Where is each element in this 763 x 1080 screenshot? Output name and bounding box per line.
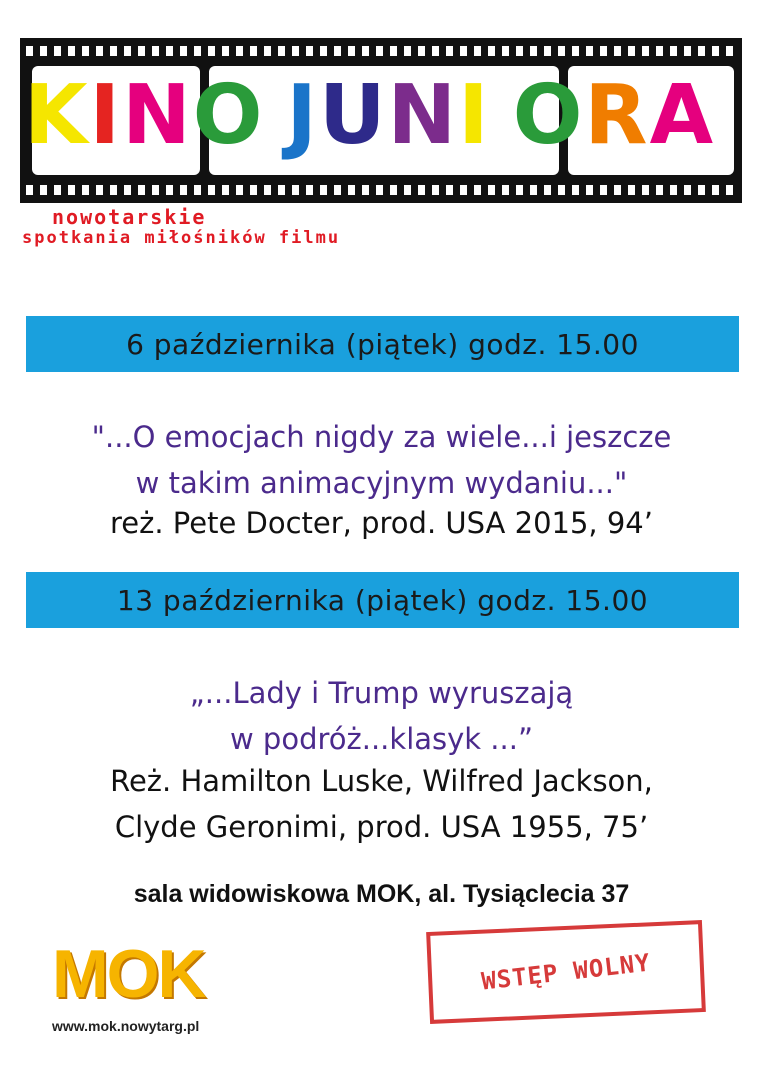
description-line: „...Lady i Trump wyruszają [189,676,574,710]
title-letter: A [649,68,716,163]
film-perforations-top [26,46,736,56]
title-letter: O [192,68,265,163]
title-letter: I [458,68,491,163]
title-letter: N [122,68,193,163]
title-letter: U [318,68,388,163]
subtitle-line-2: spotkania miłośników filmu [22,228,341,248]
screening-date-band: 13 października (piątek) godz. 15.00 [26,572,739,628]
title-letter: I [89,68,123,163]
mok-logo [52,938,262,1010]
title-letter: N [387,68,459,163]
screening-credit [0,758,763,850]
title-letter: O [512,68,585,163]
screening-credit [0,500,763,546]
film-perforations-bottom [26,185,736,195]
credit-line: reż. Pete Docter, prod. USA 2015, 94’ [110,506,653,540]
description-line: w podróż...klasyk ...” [230,722,533,756]
screening-description [0,414,763,506]
screening-date-band: 6 października (piątek) godz. 15.00 [26,316,739,372]
stamp-text: WSTĘP WOLNY [479,948,653,996]
poster-subtitle [22,206,522,248]
credit-line: Reż. Hamilton Luske, Wilfred Jackson, [110,764,653,798]
description-line: w takim animacyjnym wydaniu..." [135,466,628,500]
description-line: "...O emocjach nigdy za wiele...i jeszcze [91,420,672,454]
title-letter: R [584,68,650,163]
logo-text: MOK [52,936,205,1012]
venue-address: sala widowiskowa MOK, al. Tysiąclecia 37 [133,880,630,908]
website-link[interactable]: www.mok.nowytarg.pl [52,1018,200,1034]
title-letter: J [286,68,319,163]
title-letter: K [24,68,90,163]
screening-description [0,670,763,762]
poster-title [24,66,744,166]
credit-line: Clyde Geronimi, prod. USA 1955, 75’ [114,810,649,844]
subtitle-line-1: nowotarskie [52,205,207,229]
free-entry-stamp [426,920,706,1024]
